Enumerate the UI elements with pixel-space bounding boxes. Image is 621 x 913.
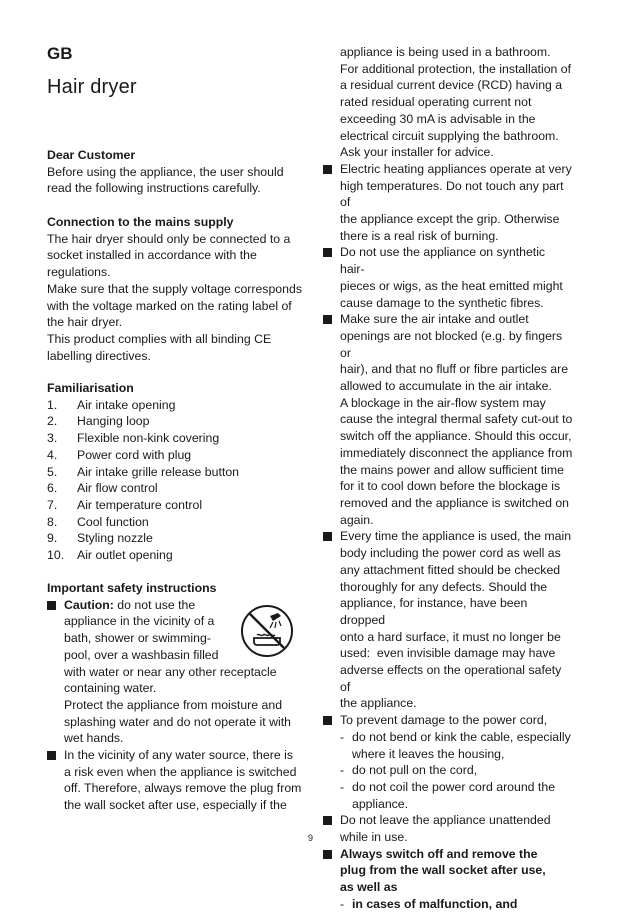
- bullet-square-icon: [323, 846, 340, 913]
- dash-item: - do not coil the power cord around the appliance.: [340, 779, 556, 811]
- mains-section: [47, 214, 309, 364]
- bullet-square-icon: [323, 244, 340, 311]
- list-item: 7. Air temperature control: [47, 497, 203, 512]
- bullet-square-icon: [323, 161, 340, 245]
- bullet-square-icon: [47, 597, 64, 747]
- dear-customer-section: [47, 147, 309, 197]
- bullet-square-icon: [323, 311, 340, 528]
- list-item: 8. Cool function: [47, 514, 149, 529]
- text-line: read the following instructions carefully.: [47, 181, 261, 196]
- text-line: with water or near any other receptacle: [64, 664, 277, 679]
- list-item: 2. Hanging loop: [47, 414, 150, 429]
- text-line: labelling directives.: [47, 348, 151, 363]
- text-line: with the voltage marked on the rating label of: [47, 298, 292, 313]
- text-line: wet hands.: [64, 731, 124, 746]
- text-line: electrical circuit supplying the bathroom.: [340, 128, 559, 143]
- list-item: 3. Flexible non-kink covering: [47, 431, 220, 446]
- text-line: the wall socket after use, especially if the: [64, 798, 287, 813]
- text-line: rated residual operating current not: [340, 95, 532, 110]
- familiarisation-section: [47, 380, 309, 564]
- switch-off-bullet: Always switch off and remove the plug from the wall socket after use, as well as - in cases of malfunction, and: [323, 846, 573, 913]
- section-heading: Dear Customer: [47, 148, 136, 162]
- dash-item: - do not bend or kink the cable, especially where it leaves the housing,: [340, 729, 571, 761]
- dash-item: - do not pull on the cord,: [340, 763, 478, 778]
- dash-item: - in cases of malfunction, and: [340, 896, 518, 911]
- text-line: Make sure that the supply voltage corresponds: [47, 281, 302, 296]
- list-item: 4. Power cord with plug: [47, 447, 192, 462]
- caution-label: Caution:: [64, 597, 114, 612]
- text-line: the hair dryer.: [47, 315, 123, 330]
- power-cord-bullet: To prevent damage to the power cord, - do not bend or kink the cable, especially where it leaves the housing, - do not pull on the cord, - do not coil the power cord around the appliance.: [323, 712, 573, 812]
- list-item: 5. Air intake grille release button: [47, 464, 239, 479]
- bullet-square-icon: [47, 747, 64, 814]
- text-line: splashing water and do not operate it with: [64, 714, 291, 729]
- text-line: Before using the appliance, the user should: [47, 164, 284, 179]
- section-heading: Connection to the mains supply: [47, 215, 234, 229]
- text-line: bath, shower or swimming-: [64, 631, 211, 646]
- text-line: This product complies with all binding CE: [47, 331, 272, 346]
- section-heading: Important safety instructions: [47, 581, 217, 595]
- text-line: appliance in the vicinity of a: [64, 614, 215, 629]
- list-item: 9. Styling nozzle: [47, 531, 153, 546]
- language-code: GB: [47, 44, 73, 63]
- text-line: a residual current device (RCD) having a: [340, 78, 563, 93]
- text-line: do not use the: [113, 597, 196, 612]
- bullet-square-icon: [323, 528, 340, 712]
- text-line: off. Therefore, always remove the plug from: [64, 781, 302, 796]
- list-item: 10. Air outlet opening: [47, 548, 173, 563]
- section-heading: Familiarisation: [47, 381, 134, 395]
- text-line: For additional protection, the installation of: [340, 61, 572, 76]
- air-intake-bullet: Make sure the air intake and outlet openings are not blocked (e.g. by fingers or hair), and that no fluff or fibre particles are allowed to accumulate in the air intake. A blockage in the air-flow system may cause the integral thermal safety cut-out to switch off the appliance. Should this occur, immediately disconnect the appliance from the mains power and allow sufficient time for it to cool down before the blockage is removed and the appliance is switched on again.: [323, 311, 573, 528]
- parts-list: [47, 397, 309, 564]
- text-line: appliance is being used in a bathroom.: [340, 45, 551, 59]
- text-line: a risk even when the appliance is switched: [64, 764, 297, 779]
- right-column: [323, 44, 573, 913]
- text-line: socket installed in accordance with the: [47, 248, 257, 263]
- text-line: exceeding 30 mA is advisable in the: [340, 111, 536, 126]
- list-item: 1. Air intake opening: [47, 397, 176, 412]
- list-item: 6. Air flow control: [47, 481, 158, 496]
- page-title: Hair dryer: [47, 76, 137, 98]
- bullet-square-icon: [323, 712, 340, 812]
- text-line: pool, over a washbasin filled: [64, 647, 219, 662]
- unattended-bullet: Do not leave the appliance unattended while in use.: [323, 812, 573, 845]
- synthetic-bullet: Do not use the appliance on synthetic hair- pieces or wigs, as the heat emitted might cause damage to the synthetic fibres.: [323, 244, 573, 311]
- page-number: 9: [307, 833, 313, 843]
- text-line: In the vicinity of any water source, there is: [64, 748, 293, 763]
- text-line: Protect the appliance from moisture and: [64, 697, 283, 712]
- text-line: regulations.: [47, 265, 111, 280]
- text-line: Ask your installer for advice.: [340, 145, 494, 160]
- text-line: The hair dryer should only be connected to a: [47, 231, 291, 246]
- text-line: containing water.: [64, 681, 157, 696]
- water-bullet: [47, 747, 309, 814]
- check-bullet: Every time the appliance is used, the main body including the power cord as well as any attachment fitted should be checked thoroughly for any defects. Should the appliance, for instance, have been dropped onto a hard surface, it must no longer be used: even invisible damage may have adverse effects on the operational safety of the appliance.: [323, 528, 573, 712]
- heat-bullet: Electric heating appliances operate at very high temperatures. Do not touch any part of the appliance except the grip. Otherwise there is a real risk of burning.: [323, 161, 573, 245]
- no-water-use-icon: [240, 604, 294, 658]
